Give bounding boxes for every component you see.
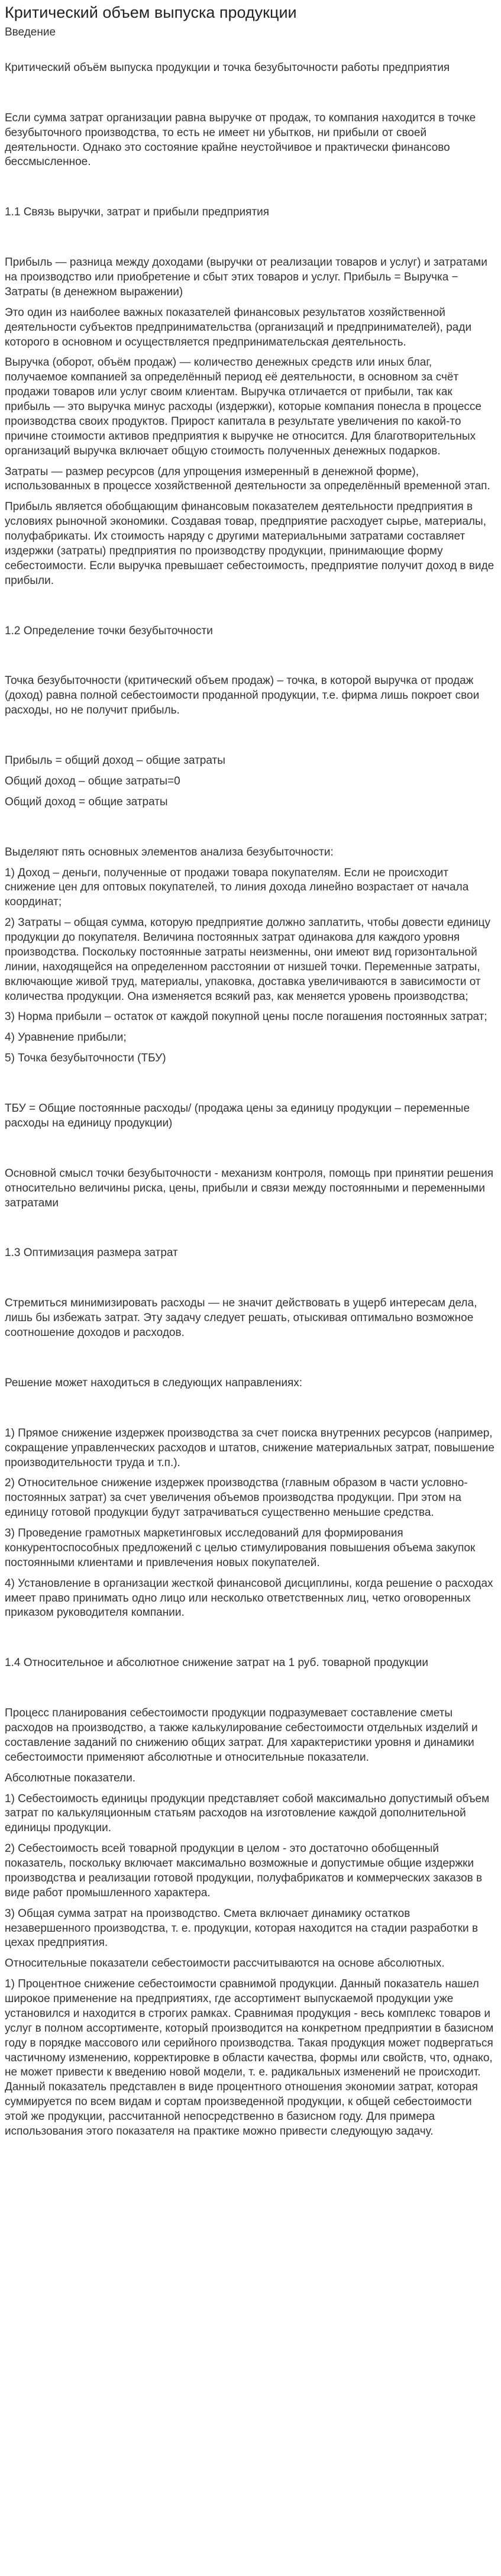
blank-line xyxy=(5,176,497,191)
blank-line xyxy=(5,191,497,205)
blank-line xyxy=(5,226,497,241)
blank-line xyxy=(5,241,497,256)
blank-line xyxy=(5,96,497,111)
blank-line xyxy=(5,1412,497,1426)
blank-line xyxy=(5,1626,497,1641)
paragraph: Стремиться минимизировать расходы — не значит действовать в ущерб интересам дела, лишь бы избежать затрат. Эту задачу следует решать, отыскивая оптимально возможное соотношение доходов и расходов. xyxy=(5,1297,477,1339)
blank-line xyxy=(5,1231,497,1246)
section-heading: 1.3 Оптимизация размера затрат xyxy=(5,1247,178,1260)
blank-line xyxy=(5,46,497,61)
blank-line xyxy=(5,609,497,624)
paragraph: 3) Норма прибыли – остаток от каждой покупной цены после погашения постоянных затрат; xyxy=(5,1011,487,1024)
blank-line xyxy=(5,1691,497,1706)
blank-line xyxy=(5,1216,497,1231)
paragraph: Если сумма затрат организации равна выручке от продаж, то компания находится в точке безубыточного производства, то есть не имеет ни убытков, ни прибыли от своей деятельности. Однако это состояние крайне неустойчивое и практически финансово бессмысленное. xyxy=(5,111,476,169)
paragraph: Прибыль является обобщающим финансовым показателем деятельности предприятия в условиях рыночной экономики. Создавая товар, предприятие расходует сырье, материалы, полуфабрикаты. Их стоимость наряду с другими материальными затратами составляет издержки (затраты) предприятия по производству продукции, принимающие форму себестоимости. Если выручка превышает себестоимость, предприятие получит доход в виде прибыли. xyxy=(5,501,494,587)
paragraph: Затраты — размер ресурсов (для упрощения измеренный в денежной форме), использованных в процессе хозяйственной деятельности за определённый временной этап. xyxy=(5,465,490,493)
blank-line xyxy=(5,739,497,754)
paragraph: Основной смысл точки безубыточности - механизм контроля, помощь при принятии решения относительно величины риска, цены, прибыли и связи между постоянными и переменными затратами xyxy=(5,1167,494,1209)
blank-line xyxy=(5,1347,497,1361)
blank-line xyxy=(5,1361,497,1376)
document-body xyxy=(5,25,497,2139)
paragraph: Общий доход = общие затраты xyxy=(5,795,168,808)
blank-line xyxy=(5,816,497,831)
blank-line xyxy=(5,1087,497,1102)
paragraph: Выручка (оборот, объём продаж) — количество денежных средств или иных благ, получаемое компанией за определённый период её деятельности, в основном за счёт продажи товаров или услуг своим клиентам. Выручка отличается от прибыли, так как прибыль — это выручка минус расходы (издержки), которые компания понесла в процессе производства своих продуктов. Прирост капитала в результате увеличения по какой-то причине стоимости активов предприятия к выручке не относится. Для благотворительных организаций выручка включает общую стоимость полученных денежных подарков. xyxy=(5,356,481,457)
paragraph: 1) Процентное снижение себестоимости сравнимой продукции. Данный показатель нашел широкое применение на предприятиях, где ассортимент выпускаемой продукции уже установился и находится в строгих рамках. Сравнимая продукция - весь комплекс товаров и услуг в полном ассортименте, который производится на конкретном предприятии в базисном году в порядке массового или серийного производства. Такая продукция может подвергаться частичному изменению, корректировке в области качества, формы или свойств, что, однако, не может привести к введению новой модели, т. е. радикальных изменений не происходит. Данный показатель представлен в виде процентного отношения экономии затрат, которая суммируется по всем видам и сортам произведенной продукции, к общей себестоимости этой же продукции, рассчитанной непосредственно в базисном году. Для примера использования этого показателя на практике можно привести следующую задачу. xyxy=(5,1978,494,2138)
section-heading: 1.2 Определение точки безубыточности xyxy=(5,624,213,637)
blank-line xyxy=(5,724,497,739)
blank-line xyxy=(5,1152,497,1167)
paragraph: 1) Доход – деньги, полученные от продажи товара покупателям. Если не происходит снижение цен для оптовых покупателей, то линия дохода линейно возрастает от начала координат; xyxy=(5,866,469,909)
blank-line xyxy=(5,1267,497,1281)
blank-line xyxy=(5,1397,497,1412)
blank-line xyxy=(5,659,497,674)
section-heading: 1.1 Связь выручки, затрат и прибыли предприятия xyxy=(5,206,270,219)
paragraph: Процесс планирования себестоимости продукции подразумевает составление сметы расходов на производство, а также калькулирование себестоимости отдельных изделий и составление заданий по снижению общих затрат. Для характеристики уровня и динамики себестоимости применяют абсолютные и относительные показатели. xyxy=(5,1707,478,1764)
blank-line xyxy=(5,644,497,659)
blank-line xyxy=(5,595,497,609)
paragraph: Прибыль — разница между доходами (выручки от реализации товаров и услуг) и затратами на производство или приобретение и сбыт этих товаров и услуг. Прибыль = Выручка − Затраты (в денежном выражении) xyxy=(5,256,487,298)
paragraph: 3) Проведение грамотных маркетинговых исследований для формирования конкурентоспособных предложений с целью стимулирования повышения объема закупок постоянными клиентами и привлечения новых покупателей. xyxy=(5,1527,476,1569)
blank-line xyxy=(5,1137,497,1152)
paragraph: ТБУ = Общие постоянные расходы/ (продажа цены за единицу продукции – переменные расходы на единицу продукции) xyxy=(5,1102,470,1129)
paragraph: Абсолютные показатели. xyxy=(5,1771,136,1784)
blank-line xyxy=(5,1641,497,1656)
paragraph: Относительные показатели себестоимости рассчитываются на основе абсолютных. xyxy=(5,1957,445,1970)
paragraph: 4) Уравнение прибыли; xyxy=(5,1031,127,1044)
paragraph: Выделяют пять основных элементов анализа безубыточности: xyxy=(5,845,334,858)
paragraph: Решение может находиться в следующих направлениях: xyxy=(5,1376,303,1389)
paragraph: 1) Себестоимость единицы продукции представляет собой максимально допустимый объем затрат по калькуляционным статьям расходов на изготовление каждой дополнительной единицы продукции. xyxy=(5,1792,490,1835)
paragraph: Прибыль = общий доход – общие затраты xyxy=(5,754,225,767)
paragraph: 1) Прямое снижение издержек производства за счет поиска внутренних ресурсов (например, сокращение управленческих расходов и штатов, снижение материальных затрат, повышение производительности труда и т.п.). xyxy=(5,1426,494,1469)
blank-line xyxy=(5,1072,497,1087)
blank-line xyxy=(5,1281,497,1296)
blank-line xyxy=(5,831,497,845)
section-heading: 1.4 Относительное и абсолютное снижение затрат на 1 руб. товарной продукции xyxy=(5,1657,428,1670)
paragraph: Введение xyxy=(5,26,56,39)
blank-line xyxy=(5,82,497,96)
blank-line xyxy=(5,1677,497,1691)
page-title: Критический объем выпуска продукции xyxy=(5,4,297,21)
paragraph: 4) Установление в организации жесткой финансовой дисциплины, когда решение о расходах имеет право принимать одно лицо или несколько ответственных лиц, четко оговоренных приказом руководителя компании. xyxy=(5,1577,493,1619)
paragraph: 2) Относительное снижение издержек производства (главным образом в части условно-постоянных затрат) за счет увеличения объемов производства продукции. При этом на единицу готовой продукции будут затрачиваться существенно меньшие средства. xyxy=(5,1477,468,1519)
paragraph: 2) Затраты – общая сумма, которую предприятие должно заплатить, чтобы довести единицу продукции до покупателя. Величина постоянных затрат одинакова для каждого уровня производства. Поскольку постоянные затраты неизменны, они имеют вид горизонтальной линии, находящейся на определенном расстоянии от низшей точки. Переменные затраты, включающие живой труд, материалы, упаковка, доставка увеличиваются в зависимости от количества продукции. Она изменяется всякий раз, как меняется уровень производства; xyxy=(5,916,491,1003)
paragraph: 5) Точка безубыточности (ТБУ) xyxy=(5,1052,166,1065)
paragraph: Общий доход – общие затраты=0 xyxy=(5,774,180,787)
paragraph: Точка безубыточности (критический объем продаж) – точка, в которой выручка от продаж (доход) равна полной себестоимости проданной продукции, т.е. фирма лишь покроет свои расходы, но не получит прибыль. xyxy=(5,674,480,717)
paragraph: Это один из наиболее важных показателей финансовых результатов хозяйственной деятельности субъектов предпринимательства (организаций и предпринимателей), ради которого в основном и осуществляется предпринимательская деятельность. xyxy=(5,306,472,348)
paragraph: 2) Себестоимость всей товарной продукции в целом - это достаточно обобщенный показатель, поскольку включает максимально возможные и допустимые общие издержки производства и реализации готовой продукции, полуфабрикатов и коммерческих заказов в виде работ промышленного характера. xyxy=(5,1842,483,1899)
paragraph: 3) Общая сумма затрат на производство. Смета включает динамику остатков незавершенного производства, т. е. продукции, которая находится на стадии разработки в цехах предприятия. xyxy=(5,1907,479,1949)
paragraph: Критический объём выпуска продукции и точка безубыточности работы предприятия xyxy=(5,61,450,74)
